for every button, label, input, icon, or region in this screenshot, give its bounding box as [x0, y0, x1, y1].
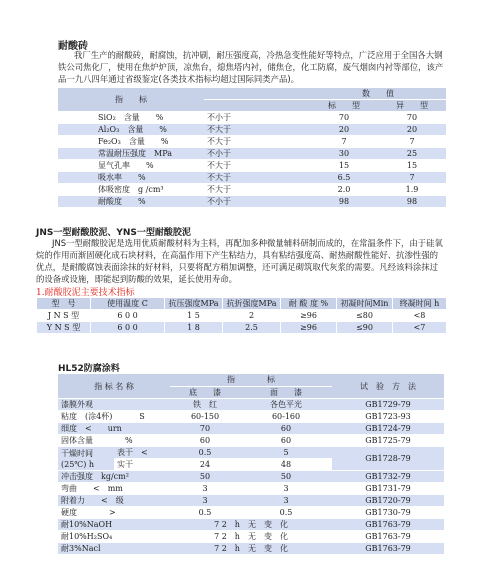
acid-brick-description: 我厂生产的耐酸砖，耐腐蚀，抗冲刷，耐压强度高，冷热急变性能好等特点，广泛应用于全国各大钢铁公司焦化厂，使用在焦炉炉顶，凉焦台，熄焦塔内衬，储焦仓，化工防腐，废气烟囱内衬等部位，该产品一九八四年通过省级鉴定(各类技术指标均超过国际同类产品)。: [58, 50, 444, 84]
coating-spec-table: [58, 373, 444, 555]
table-row: 固体含量 % 60 60 GB1725-79: [58, 435, 444, 447]
section-title-acid-brick: 耐酸砖: [58, 41, 88, 52]
table-row: 硬度 > 0.5 0.5 GB1730-79: [58, 507, 444, 519]
table-row: 显气孔率 % 不大于 15 15: [58, 160, 446, 172]
section-title-acid-mortar: JNS一型耐酸胶泥、YNS一型耐酸胶泥: [36, 228, 191, 238]
table-row: 粘度 (涂4杯) S 60-150 60-160 GB1723-93: [58, 411, 444, 423]
header-standard: 标 型: [310, 100, 378, 112]
section-title-coating: HL52防腐涂料: [58, 364, 120, 374]
mortar-spec-heading: 1.耐酸胶泥主要技术指标: [36, 288, 135, 298]
table-row: 附着力 < 级 3 3 GB1720-79: [58, 495, 444, 507]
table-row: 耐酸度 % 不小于 98 98: [58, 196, 446, 208]
header-index: 指 标: [170, 374, 332, 387]
acid-mortar-spec-table: [36, 297, 447, 334]
table-row: 耐10%H₂SO₄ 7 2 h 无 变 化 GB1763-79: [58, 531, 444, 543]
table-row: Fe₂O₃ 含量 % 不大于 7 7: [58, 136, 446, 148]
header-value: 数 值: [310, 88, 446, 100]
table-row: 吸水率 % 不大于 6.5 7: [58, 172, 446, 184]
table-row: 常温耐压强度 MPa 不小于 30 25: [58, 148, 446, 160]
header-index: 指 标: [58, 88, 204, 112]
header-special: 异 型: [378, 100, 446, 112]
table-header-row: 型 号 使用温度 C 抗压强度MPa 抗折强度MPa 耐 酸 度 % 初凝时间Min 终凝时间 h: [37, 298, 447, 310]
table-row: SiO₂ 含量 % 不小于 70 70: [58, 112, 446, 124]
table-row: J N S 型 6 0 0 1 5 2 ≥96 ≤80 <8: [37, 310, 447, 322]
table-row: 细度 < urn 70 60 GB1724-79: [58, 423, 444, 435]
table-row-drying-solid: 实干 24 48: [58, 459, 444, 471]
acid-mortar-description: JNS一型耐酸胶泥是选用优质耐酸材料为主料，再配加多种微量辅料研制而成的，在常温条件下，由于硅氧烷的作用而渐固硬化成石块材料，在高温作用下产生粘结力，具有粘结强度高、耐热耐酸性能好、抗渗性强的优点，是耐酸腐蚀表面涂抹的好材料，只要将配方稍加调整，还可满足砌筑取代灰浆的需要。凡经该料涂抹过的设备或设施，即能起到防酸的效果，延长使用寿命。: [36, 238, 443, 284]
table-row: Al₂O₃ 含量 % 不大于 20 20: [58, 124, 446, 136]
table-row: 冲击强度 kg/cm² 50 50 GB1732-79: [58, 471, 444, 483]
header-test-method: 试 验 方 法: [332, 374, 444, 399]
table-row: 耐10%NaOH 7 2 h 无 变 化 GB1763-79: [58, 519, 444, 531]
table-row: 体吸密度 g /cm³ 不大于 2.0 1.9: [58, 184, 446, 196]
table-row: Y N S 型 6 0 0 1 8 2.5 ≥96 ≤90 <7: [37, 322, 447, 334]
header-primer: 底 漆: [170, 386, 240, 399]
drying-time-label: 干燥时间 (25℃) h: [58, 447, 114, 471]
table-row-drying-surface: 干燥时间 (25℃) h 表干 < 0.5 5 GB1728-79: [58, 447, 444, 459]
table-row: 弯曲 < mm 3 3 GB1731-79: [58, 483, 444, 495]
header-index-name: 指 标 名 称: [58, 374, 170, 399]
acid-brick-spec-table: [58, 87, 446, 208]
table-row: 漆膜外观 铁 红 各色平光 GB1729-79: [58, 399, 444, 411]
header-topcoat: 面 漆: [240, 386, 332, 399]
table-row: 耐3%Nacl 7 2 h 无 变 化 GB1763-79: [58, 543, 444, 555]
